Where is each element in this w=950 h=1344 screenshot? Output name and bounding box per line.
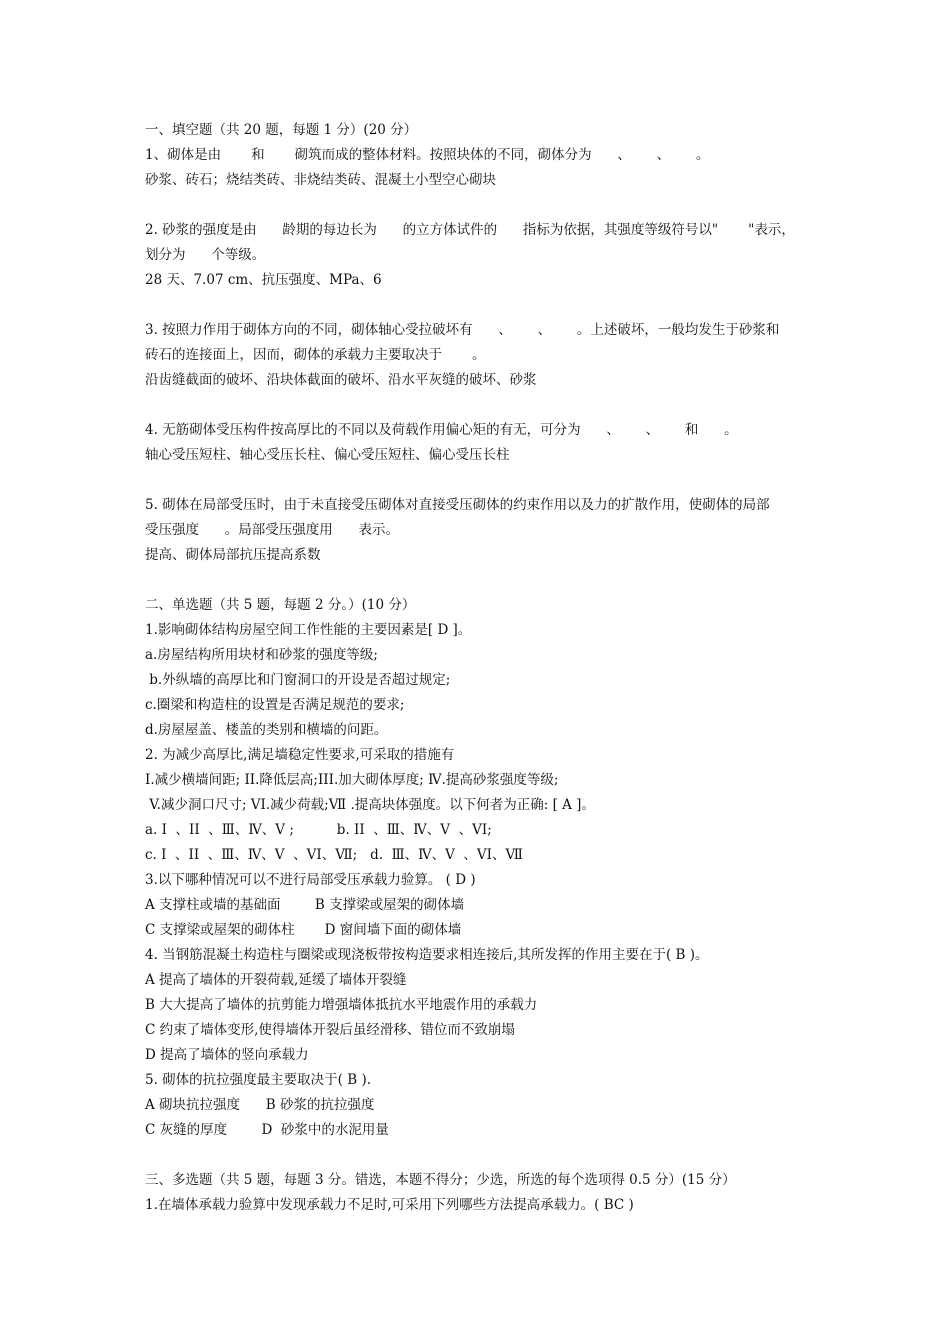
- sc-q2-options-ab: a. I 、II 、Ⅲ、Ⅳ、V ; b. II 、Ⅲ、Ⅳ、V 、VI;: [145, 822, 492, 838]
- sc-q2-measures-1: I.减少横墙间距; II.降低层高;III.加大砌体厚度; Ⅳ.提高砂浆强度等级;: [145, 772, 559, 788]
- sc-question-1: 1.影响砌体结构房屋空间工作性能的主要因素是[ D ]。: [145, 622, 472, 638]
- sc-question-5: 5. 砌体的抗拉强度最主要取决于( B ).: [145, 1072, 371, 1088]
- question-3-line-1: 3. 按照力作用于砌体方向的不同，砌体轴心受拉破坏有 、 、 。上述破坏，一般均发生于砂浆和: [145, 322, 780, 338]
- sc-q2-options-cd: c. I 、II 、Ⅲ、Ⅳ、V 、VI、Ⅶ; d. Ⅲ、Ⅳ、V 、VI、Ⅶ: [145, 847, 523, 863]
- answer-2: 28 天、7.07 cm、抗压强度、MPa、6: [145, 272, 382, 288]
- sc-question-4: 4. 当钢筋混凝土构造柱与圈梁或现浇板带按构造要求相连接后,其所发挥的作用主要在于( B )。: [145, 947, 709, 963]
- answer-5: 提高、砌体局部抗压提高系数: [145, 547, 321, 563]
- section-title-multiple-choice: 三、多选题（共 5 题，每题 3 分。错选，本题不得分；少选，所选的每个选项得 0.5 分）(15 分）: [145, 1172, 736, 1188]
- question-2-line-1: 2. 砂浆的强度是由 龄期的每边长为 的立方体试件的 指标为依据，其强度等级符号以" "表示，: [145, 222, 795, 238]
- sc-q1-option-a: a.房屋结构所用块材和砂浆的强度等级;: [145, 647, 378, 663]
- sc-q3-options-cd: C 支撑梁或屋架的砌体柱 D 窗间墙下面的砌体墙: [145, 922, 462, 938]
- sc-q4-option-c: C 约束了墙体变形,使得墙体开裂后虽经滑移、错位而不致崩塌: [145, 1022, 515, 1038]
- question-3-line-2: 砖石的连接面上，因而，砌体的承载力主要取决于 。: [145, 347, 486, 363]
- section-title-single-choice: 二、单选题（共 5 题，每题 2 分。）(10 分）: [145, 597, 416, 613]
- sc-q1-option-d: d.房屋屋盖、楼盖的类别和横墙的问距。: [145, 722, 388, 738]
- sc-q1-option-b: b.外纵墙的高厚比和门窗洞口的开设是否超过规定;: [145, 672, 451, 688]
- sc-q1-option-c: c.圈梁和构造柱的设置是否满足规范的要求;: [145, 697, 405, 713]
- section-title-fill-blank: 一、填空题（共 20 题，每题 1 分）(20 分）: [145, 122, 418, 138]
- sc-q5-options-cd: C 灰缝的厚度 D 砂浆中的水泥用量: [145, 1122, 389, 1138]
- sc-q2-measures-2: V.减少洞口尺寸; VI.减少荷载;Ⅶ .提高块体强度。以下何者为正确: [ A ]。: [145, 797, 595, 813]
- answer-3: 沿齿缝截面的破坏、沿块体截面的破坏、沿水平灰缝的破坏、砂浆: [145, 372, 537, 388]
- mc-question-1: 1.在墙体承载力验算中发现承载力不足时,可采用下列哪些方法提高承载力。( BC ): [145, 1197, 634, 1213]
- question-1: 1、砌体是由 和 砌筑而成的整体材料。按照块体的不同，砌体分为 、 、 。: [145, 147, 710, 163]
- question-5-line-2: 受压强度 。局部受压强度用 表示。: [145, 522, 399, 538]
- question-5-line-1: 5. 砌体在局部受压时，由于未直接受压砌体对直接受压砌体的约束作用以及力的扩散作用，使砌体的局部: [145, 497, 770, 513]
- sc-q3-options-ab: A 支撑柱或墙的基础面 B 支撑梁或屋架的砌体墙: [145, 897, 465, 913]
- sc-q4-option-b: B 大大提高了墙体的抗剪能力增强墙体抵抗水平地震作用的承载力: [145, 997, 538, 1013]
- sc-question-3: 3.以下哪种情况可以不进行局部受压承载力验算。 ( D ): [145, 872, 476, 888]
- answer-4: 轴心受压短柱、轴心受压长柱、偏心受压短柱、偏心受压长柱: [145, 447, 510, 463]
- sc-q4-option-a: A 提高了墙体的开裂荷载,延缓了墙体开裂缝: [145, 972, 407, 988]
- sc-question-2: 2. 为减少高厚比,满足墙稳定性要求,可采取的措施有: [145, 747, 455, 763]
- question-2-line-2: 划分为 个等级。: [145, 247, 266, 263]
- question-4: 4. 无筋砌体受压构件按高厚比的不同以及荷载作用偏心矩的有无，可分为 、 、 和 。: [145, 422, 738, 438]
- answer-1: 砂浆、砖石；烧结类砖、非烧结类砖、混凝土小型空心砌块: [145, 172, 496, 188]
- sc-q4-option-d: D 提高了墙体的竖向承载力: [145, 1047, 309, 1063]
- sc-q5-options-ab: A 砌块抗拉强度 B 砂浆的抗拉强度: [145, 1097, 375, 1113]
